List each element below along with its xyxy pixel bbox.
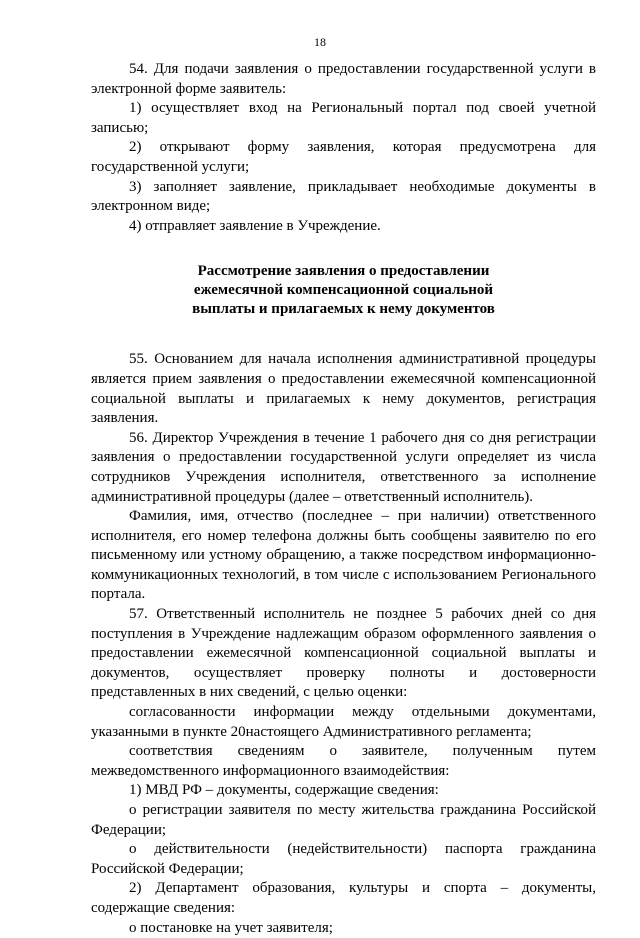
paragraph: 54. Для подачи заявления о предоставлении государственной услуги в электронной форме заявитель: bbox=[91, 61, 596, 97]
paragraph: 1) МВД РФ – документы, содержащие сведения: bbox=[129, 782, 439, 799]
paragraph: 56. Директор Учреждения в течение 1 рабочего дня со дня регистрации заявления о предоставлении государственной услуги определяет из числа сотрудников Учреждения исполнителя, ответственного за исполнение административной процедуры (далее – ответственный исполнитель). bbox=[91, 429, 596, 505]
paragraph: 2) Департамент образования, культуры и спорта – документы, содержащие сведения: bbox=[91, 880, 596, 916]
paragraph: о регистрации заявителя по месту жительства гражданина Российской Федерации; bbox=[91, 802, 596, 838]
paragraph: 3) заполняет заявление, прикладывает необходимые документы в электронном виде; bbox=[91, 178, 596, 215]
paragraph: 2) открывают форму заявления, которая предусмотрена для государственной услуги; bbox=[91, 139, 596, 175]
document-body bbox=[91, 60, 596, 938]
section-heading bbox=[91, 262, 596, 319]
paragraph: 4) отправляет заявление в Учреждение. bbox=[129, 217, 381, 234]
paragraph: согласованности информации между отдельными документами, указанными в пункте 20настоящего Административного регламента; bbox=[91, 704, 596, 740]
section-heading-line: ежемесячной компенсационной социальной bbox=[193, 282, 494, 299]
paragraph: Фамилия, имя, отчество (последнее – при наличии) ответственного исполнителя, его номер телефона должны быть сообщены заявителю по его письменному или устному обращению, а также посредством информационно-коммуникационных технологий, в том числе с использованием Регионального портала. bbox=[91, 508, 596, 603]
paragraph: соответствия сведениям о заявителе, полученным путем межведомственного информационного взаимодействия: bbox=[91, 743, 596, 779]
section-heading-line: Рассмотрение заявления о предоставлении bbox=[197, 263, 490, 280]
section-heading-line: выплаты и прилагаемых к нему документов bbox=[192, 301, 495, 318]
page-number: 18 bbox=[314, 35, 326, 49]
paragraph: о постановке на учет заявителя; bbox=[129, 919, 333, 936]
paragraph: 57. Ответственный исполнитель не позднее 5 рабочих дней со дня поступления в Учреждение надлежащим образом оформленного заявления о предоставлении ежемесячной компенсационной социальной выплаты и документов, осуществляет проверку полноты и достоверности представленных в них сведений, с целью оценки: bbox=[91, 606, 596, 701]
paragraph: 55. Основанием для начала исполнения административной процедуры является прием заявления о предоставлении ежемесячной компенсационной социальной выплаты и прилагаемых к нему документов, регистрация заявления. bbox=[91, 351, 596, 427]
paragraph: 1) осуществляет вход на Региональный портал под своей учетной записью; bbox=[91, 100, 596, 136]
paragraph: о действительности (недействительности) паспорта гражданина Российской Федерации; bbox=[91, 841, 596, 877]
